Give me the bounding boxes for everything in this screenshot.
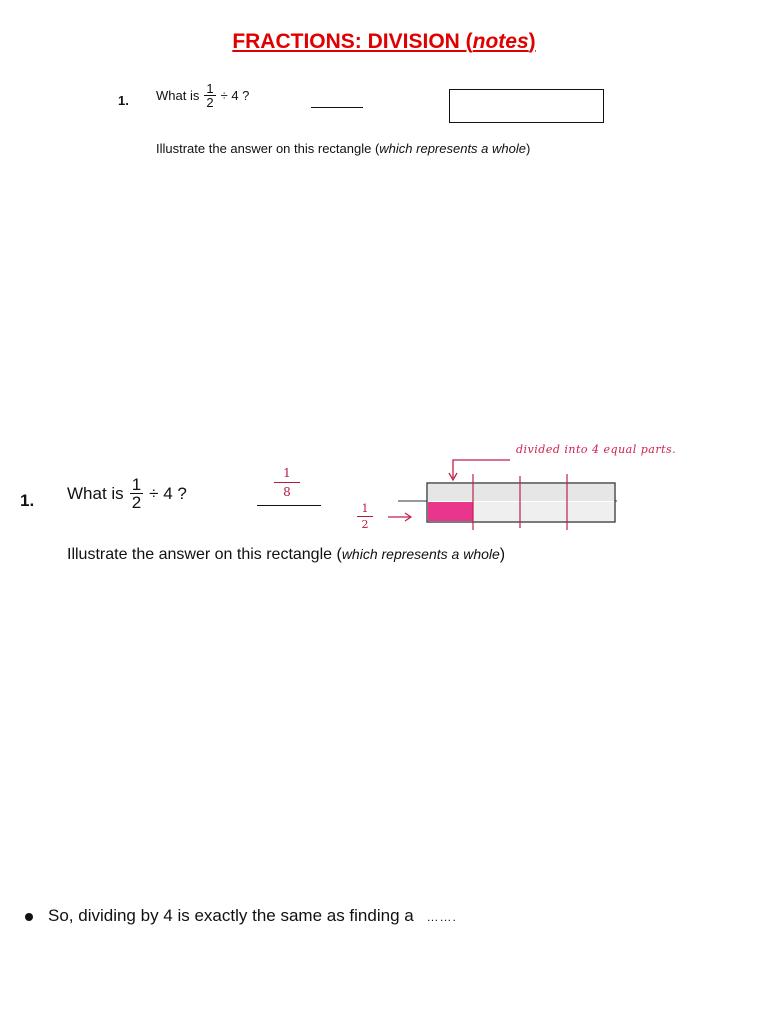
half-label xyxy=(357,503,373,530)
bullet-text: So, dividing by 4 is exactly the same as finding a xyxy=(48,906,414,925)
half-label-numerator: 1 xyxy=(361,502,369,515)
q1-top-numerator: 1 xyxy=(206,81,214,96)
half-label-bar xyxy=(357,516,373,517)
q1-solved-answer-line[interactable] xyxy=(257,505,321,506)
q1-top-rectangle[interactable] xyxy=(449,89,604,123)
instruction-end: ) xyxy=(499,546,506,563)
top-half-shading xyxy=(428,484,614,501)
q1-top-suffix: ÷ 4 ? xyxy=(220,88,250,103)
half-label-denominator: 2 xyxy=(361,518,369,531)
q1-top-denominator: 2 xyxy=(206,95,214,110)
instruction-end: ) xyxy=(525,141,531,156)
title-close: ) xyxy=(528,30,536,53)
q1-top-question xyxy=(156,82,249,109)
q1-top-number: 1. xyxy=(118,93,129,108)
q1-top-fraction xyxy=(204,82,215,109)
handwritten-bar xyxy=(274,482,300,483)
annotation-text: divided into 4 equal parts. xyxy=(516,443,677,456)
one-eighth-highlight xyxy=(428,502,473,521)
q1-solved-question xyxy=(67,476,187,511)
handwritten-denominator: 8 xyxy=(283,485,291,499)
instruction-italic: which represents a whole xyxy=(341,546,500,562)
divided-rectangle-diagram xyxy=(380,440,640,540)
title-notes: notes xyxy=(472,30,529,53)
q1-top-instruction xyxy=(156,141,530,156)
q1-solved-fraction xyxy=(130,476,143,511)
q1-solved-number: 1. xyxy=(20,491,35,510)
title-main: FRACTIONS: DIVISION ( xyxy=(232,30,473,53)
q1-solved-instruction xyxy=(67,546,505,564)
instruction-start: Illustrate the answer on this rectangle ( xyxy=(156,141,380,156)
bullet-statement xyxy=(48,906,457,926)
q1-solved-suffix: ÷ 4 ? xyxy=(149,483,187,503)
bullet-trail: ……. xyxy=(426,910,457,924)
instruction-italic: which represents a whole xyxy=(379,141,526,156)
q1-top-prefix: What is xyxy=(156,88,200,103)
q1-solved-numerator: 1 xyxy=(131,475,142,494)
q1-solved-prefix: What is xyxy=(67,483,124,503)
handwritten-answer xyxy=(274,466,300,499)
handwritten-numerator: 1 xyxy=(283,466,291,480)
annotation-leader-line xyxy=(453,460,510,478)
q1-solved-denominator: 2 xyxy=(131,493,142,512)
page-title xyxy=(0,30,768,54)
instruction-start: Illustrate the answer on this rectangle ( xyxy=(67,546,342,563)
q1-top-answer-line[interactable] xyxy=(311,107,363,108)
bullet-icon xyxy=(25,913,33,921)
